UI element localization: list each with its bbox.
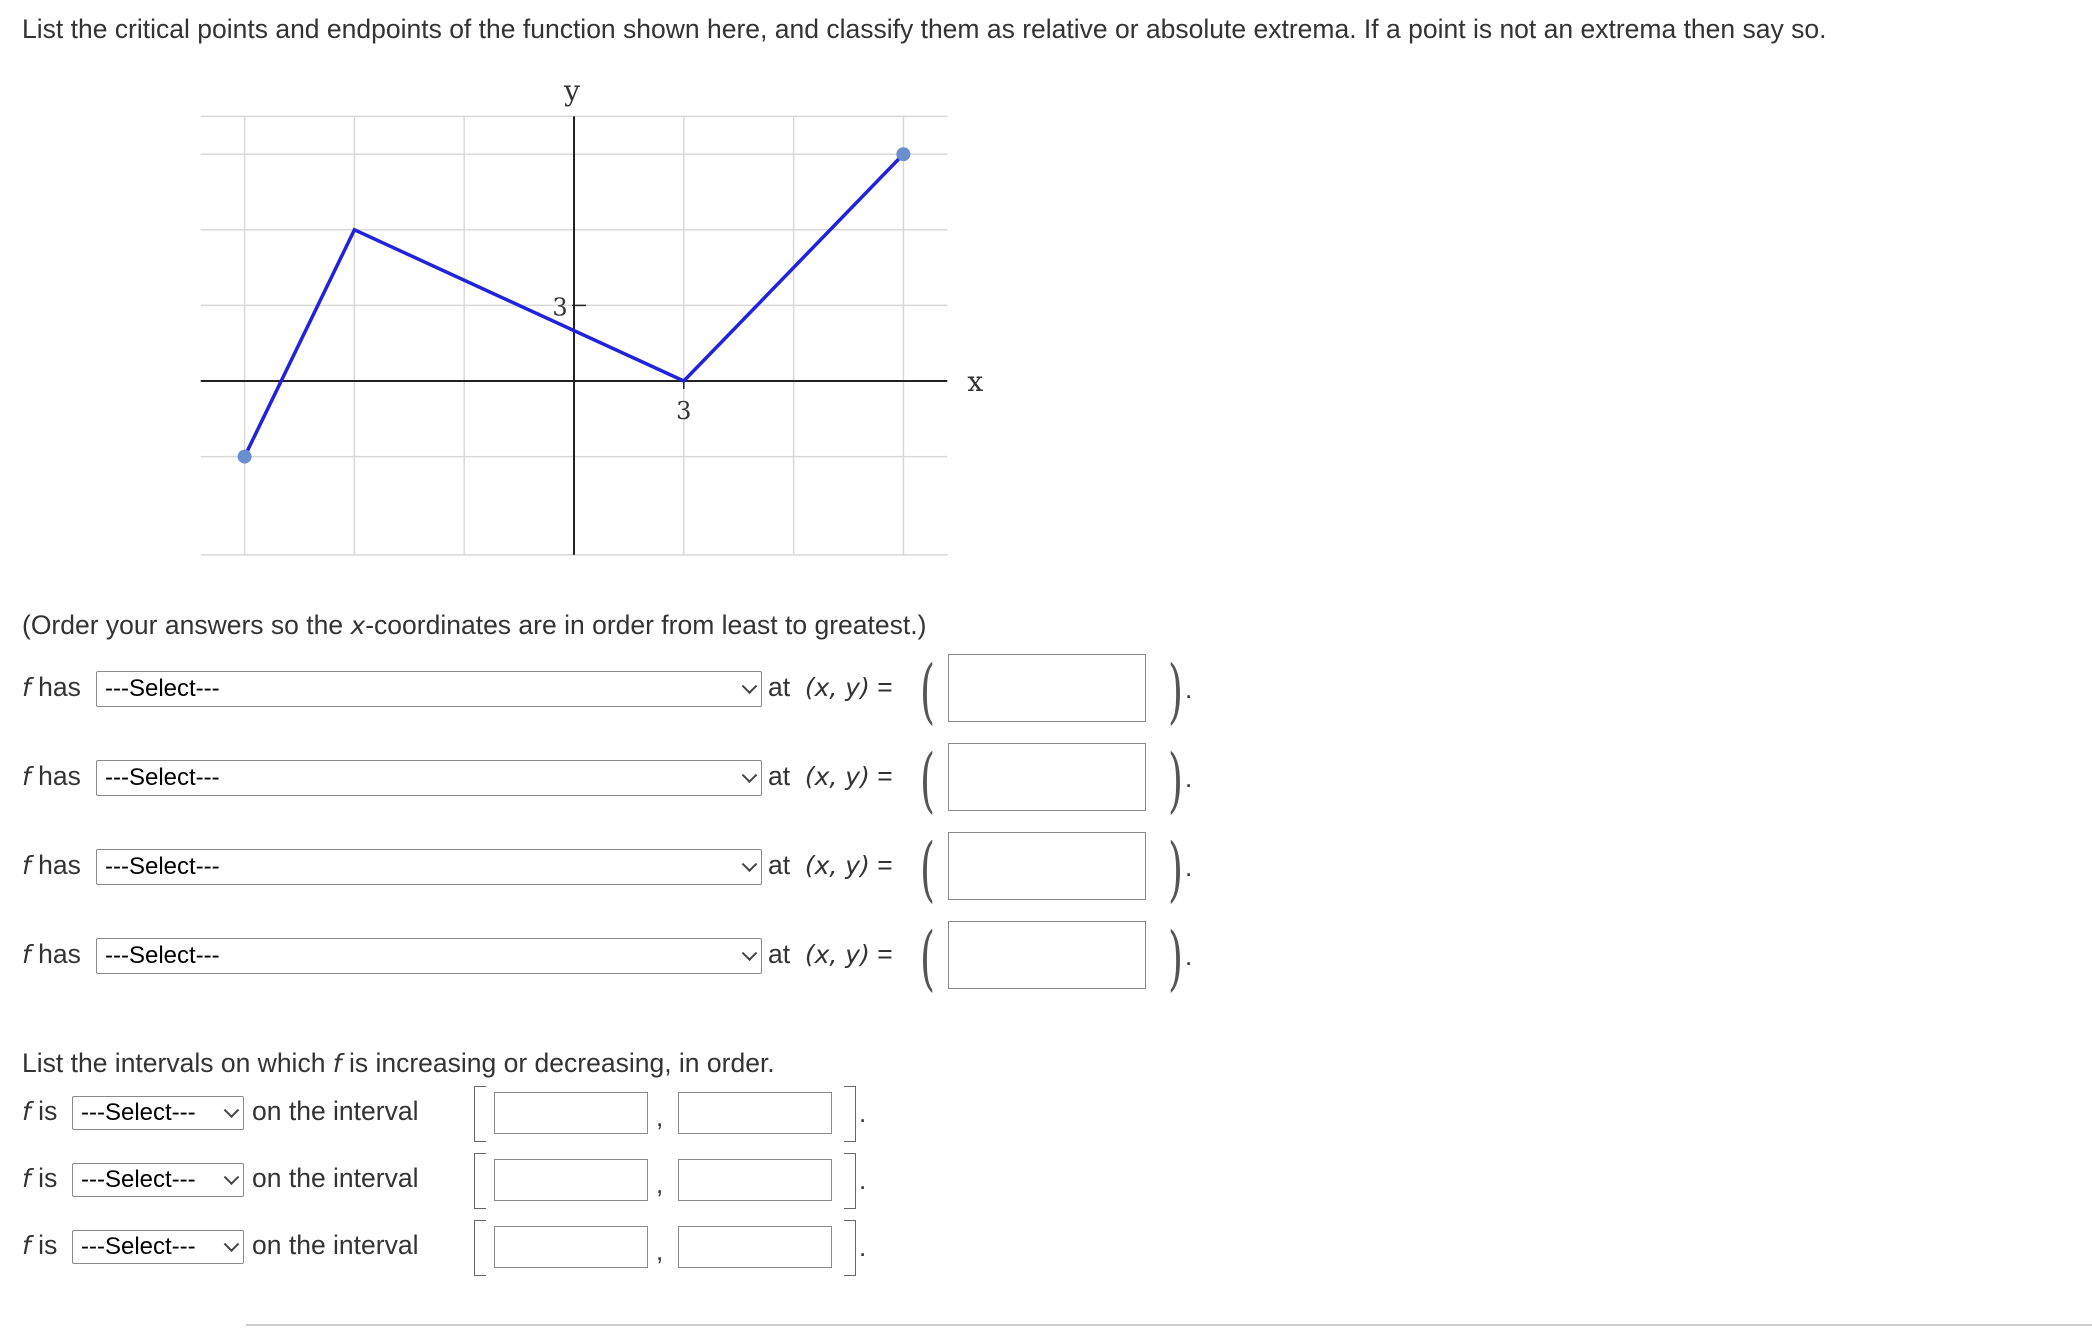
at-text: at (768, 850, 791, 880)
extrema-row (22, 739, 1322, 821)
extremum-type-select[interactable] (96, 849, 762, 885)
point-answer-input[interactable] (948, 743, 1146, 811)
extrema-row (22, 650, 1322, 732)
xy-text: (x, y) (804, 762, 870, 791)
x-axis-label: x (967, 365, 984, 398)
at-xy-label (768, 850, 893, 881)
on-interval-label: on the interval (252, 1230, 419, 1260)
equals-sign: = (877, 672, 893, 702)
select-value: ---Select--- (81, 1099, 196, 1126)
open-paren: ( (920, 739, 936, 821)
f-variable: f (22, 851, 31, 880)
close-paren: ) (1168, 739, 1184, 821)
f-has-label (22, 672, 81, 703)
chevron-down-icon (742, 767, 758, 783)
close-paren: ) (1168, 650, 1184, 732)
interval-row (22, 1151, 922, 1211)
select-value: ---Select--- (105, 942, 220, 969)
select-value: ---Select--- (81, 1166, 196, 1193)
endpoint-dot (896, 147, 910, 161)
period: . (1185, 763, 1193, 793)
at-text: at (768, 761, 791, 791)
extremum-type-select[interactable] (96, 760, 762, 796)
question-text: List the critical points and endpoints of the function shown here, and classify them as relative or absolute extrema. If a point is not an extrema then say so. (22, 14, 1827, 44)
interval-end-input[interactable] (678, 1226, 832, 1268)
close-paren: ) (1168, 828, 1184, 910)
order-instruction: (Order your answers so the x-coordinates are in order from least to greatest.) (22, 610, 927, 640)
extrema-row (22, 917, 1322, 999)
f-is-label (22, 1230, 57, 1261)
xy-text: (x, y) (804, 940, 870, 969)
left-bracket (474, 1220, 486, 1276)
y-tick-label: 3 (552, 293, 568, 322)
function-graph (0, 0, 2092, 600)
f-is-label (22, 1163, 57, 1194)
xy-text: (x, y) (804, 851, 870, 880)
interval-end-input[interactable] (678, 1159, 832, 1201)
open-paren: ( (920, 917, 936, 999)
f-variable: f (22, 1231, 31, 1260)
has-text: has (30, 761, 81, 791)
at-text: at (768, 939, 791, 969)
x-tick-label: 3 (676, 397, 692, 425)
equals-sign: = (877, 850, 893, 880)
at-xy-label (768, 672, 893, 703)
right-bracket (844, 1086, 856, 1142)
interval-start-input[interactable] (494, 1226, 648, 1268)
interval-row (22, 1218, 922, 1278)
has-text: has (30, 939, 81, 969)
interval-row (22, 1084, 922, 1144)
f-variable: f (22, 1097, 31, 1126)
chevron-down-icon (224, 1169, 240, 1185)
interval-end-input[interactable] (678, 1092, 832, 1134)
f-variable: f (22, 762, 31, 791)
select-value: ---Select--- (105, 853, 220, 880)
f-has-label (22, 761, 81, 792)
interval-start-input[interactable] (494, 1159, 648, 1201)
period: . (1185, 941, 1193, 971)
comma: , (656, 1102, 664, 1132)
point-answer-input[interactable] (948, 921, 1146, 989)
open-paren: ( (920, 650, 936, 732)
open-paren: ( (920, 828, 936, 910)
select-value: ---Select--- (105, 675, 220, 702)
monotonic-select[interactable] (72, 1163, 244, 1197)
f-variable: f (22, 1164, 31, 1193)
chevron-down-icon (224, 1102, 240, 1118)
f-has-label (22, 939, 81, 970)
right-bracket (844, 1153, 856, 1209)
select-value: ---Select--- (81, 1233, 196, 1260)
left-bracket (474, 1153, 486, 1209)
on-interval-label: on the interval (252, 1163, 419, 1193)
monotonic-select[interactable] (72, 1230, 244, 1264)
period: . (859, 1098, 867, 1128)
extremum-type-select[interactable] (96, 938, 762, 974)
comma: , (656, 1169, 664, 1199)
chevron-down-icon (742, 856, 758, 872)
equals-sign: = (877, 939, 893, 969)
period: . (859, 1165, 867, 1195)
chevron-down-icon (742, 678, 758, 694)
f-has-label (22, 850, 81, 881)
intervals-instruction: List the intervals on which f is increasing or decreasing, in order. (22, 1048, 775, 1078)
extrema-row (22, 828, 1322, 910)
close-paren: ) (1168, 917, 1184, 999)
at-text: at (768, 672, 791, 702)
divider (246, 1324, 2092, 1326)
y-axis-label: y (564, 74, 580, 108)
left-bracket (474, 1086, 486, 1142)
period: . (859, 1232, 867, 1262)
equals-sign: = (877, 761, 893, 791)
has-text: has (30, 850, 81, 880)
is-text: is (30, 1230, 58, 1260)
f-variable: f (22, 940, 31, 969)
at-xy-label (768, 761, 893, 792)
is-text: is (30, 1096, 58, 1126)
chevron-down-icon (224, 1236, 240, 1252)
point-answer-input[interactable] (948, 832, 1146, 900)
f-is-label (22, 1096, 57, 1127)
interval-start-input[interactable] (494, 1092, 648, 1134)
has-text: has (30, 672, 81, 702)
on-interval-label: on the interval (252, 1096, 419, 1126)
at-xy-label (768, 939, 893, 970)
endpoint-dot (238, 450, 252, 464)
f-variable: f (22, 673, 31, 702)
right-bracket (844, 1220, 856, 1276)
monotonic-select[interactable] (72, 1096, 244, 1130)
period: . (1185, 852, 1193, 882)
is-text: is (30, 1163, 58, 1193)
select-value: ---Select--- (105, 764, 220, 791)
point-answer-input[interactable] (948, 654, 1146, 722)
comma: , (656, 1236, 664, 1266)
xy-text: (x, y) (804, 673, 870, 702)
chevron-down-icon (742, 945, 758, 961)
extremum-type-select[interactable] (96, 671, 762, 707)
period: . (1185, 674, 1193, 704)
